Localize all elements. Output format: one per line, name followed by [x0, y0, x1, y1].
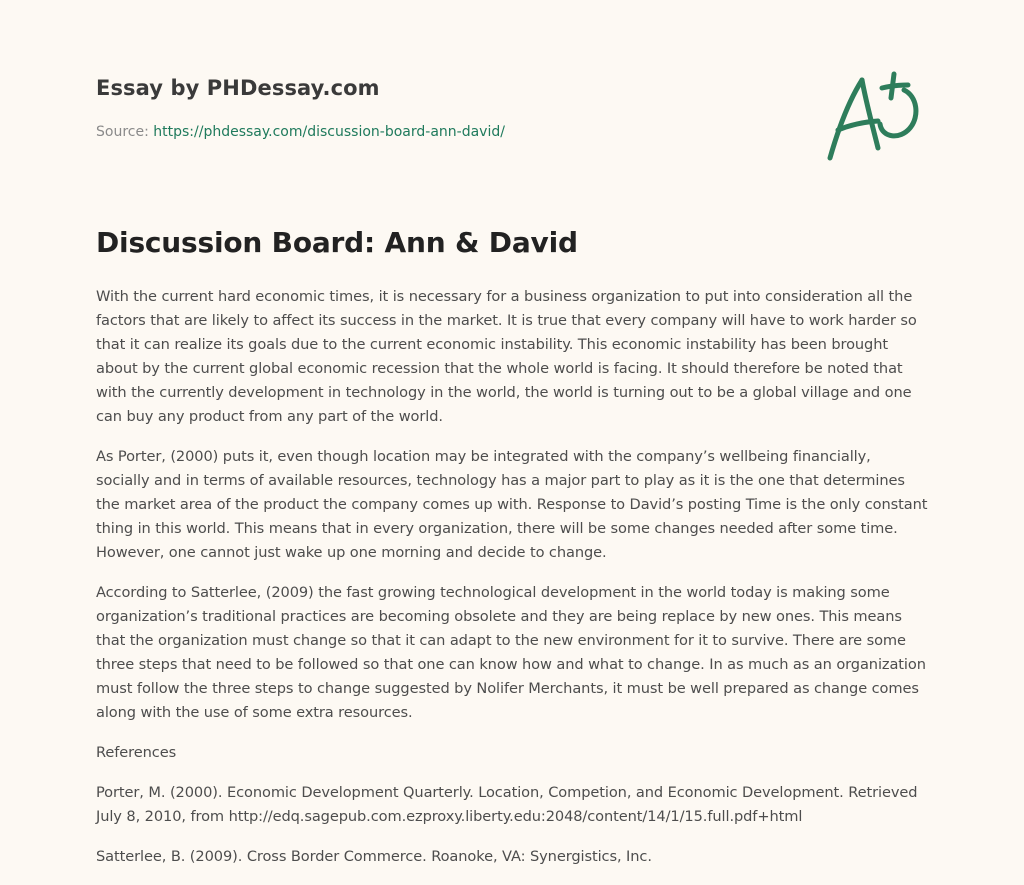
- reference-item: Satterlee, B. (2009). Cross Border Commerce. Roanoke, VA: Synergistics, Inc.: [96, 848, 652, 865]
- source-link[interactable]: https://phdessay.com/discussion-board-ann-david/: [153, 124, 505, 140]
- site-title: Essay by PHDessay.com: [96, 76, 380, 100]
- logo-a-left-stroke: [830, 80, 862, 158]
- reference-item: Porter, M. (2000). Economic Development Quarterly. Location, Competion, and Economic Development. Retrieved July 8, 2010, from http://edq.sagepub.com.ezproxy.liberty.edu:2048/content/14/1/15.full.pdf+html: [96, 784, 918, 825]
- essay-paragraph: According to Satterlee, (2009) the fast growing technological development in the world today is making some organization’s traditional practices are becoming obsolete and they are being replace by new ones. This means that the organization must change so that it can adapt to the new environment for it to survive. There are some three steps that need to be followed so that one can know how and what to change. In as much as an organization must follow the three steps to change suggested by Nolifer Merchants, it must be well prepared as change comes along with the use of some extra resources.: [96, 584, 926, 721]
- essay-body: [96, 285, 928, 885]
- references-heading: References: [96, 744, 177, 761]
- a-plus-logo-icon: [820, 68, 928, 166]
- source-label: Source:: [96, 124, 149, 140]
- essay-paragraph: With the current hard economic times, it is necessary for a business organization to put into consideration all the factors that are likely to affect its success in the market. It is true that every company will have to work harder so that it can realize its goals due to the current economic instability. This economic instability has been brought about by the current global economic recession that the whole world is facing. It should therefore be noted that with the currently development in technology in the world, the world is turning out to be a global village and one can buy any product from any part of the world.: [96, 288, 917, 425]
- logo-a-right-stroke: [862, 80, 878, 148]
- essay-paragraph: As Porter, (2000) puts it, even though location may be integrated with the company’s wellbeing financially, socially and in terms of available resources, technology has a major part to play as it is the one that determines the market area of the product the company comes up with. Response to David’s posting Time is the only constant thing in this world. This means that in every organization, there will be some changes needed after some time. However, one cannot just wake up one morning and decide to change.: [96, 448, 928, 561]
- source-line: [96, 124, 505, 140]
- essay-title: Discussion Board: Ann & David: [96, 226, 578, 259]
- logo-swoosh: [880, 90, 916, 136]
